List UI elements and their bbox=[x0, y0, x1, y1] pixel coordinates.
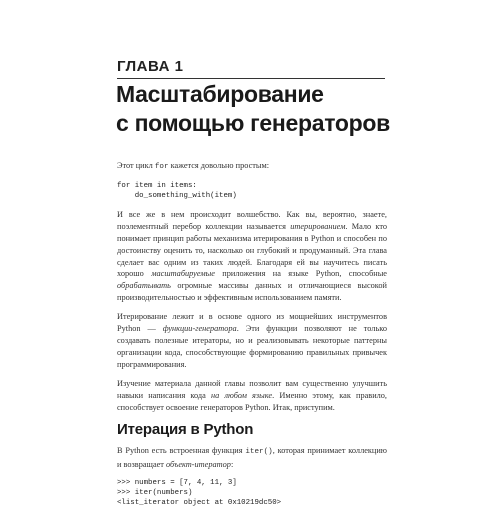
paragraph-iteration-magic bbox=[117, 209, 387, 304]
chapter-body bbox=[117, 160, 387, 516]
chapter-title-line-1: Масштабирование bbox=[116, 81, 324, 107]
para4-text-1: В Python есть встроенная функция bbox=[117, 446, 246, 456]
para1-text-3: приложения на языке Python, способные bbox=[214, 269, 387, 279]
paragraph-generator-functions bbox=[117, 311, 387, 371]
para4-text-3: : bbox=[230, 460, 234, 470]
paragraph-study-benefit bbox=[117, 378, 387, 414]
chapter-title bbox=[116, 80, 396, 138]
para1-text-2: . Мало кто понимает принцип работы механизма итерирования в Python и способен по достоинству оценить то, насколько он глубокий и продуманный. Эта глава сделает вас одним из таких людей. Благодаря ей вы научитесь писать хорошо bbox=[117, 221, 387, 279]
para4-text-2: , которая принимает коллекцию и возвращает bbox=[117, 446, 388, 470]
section-title-iteration: Итерация в Python bbox=[117, 421, 254, 439]
para1-emphasis-2: масштабируемые bbox=[151, 269, 215, 279]
chapter-label: ГЛАВА 1 bbox=[117, 58, 184, 75]
chapter-title-line-2: с помощью генераторов bbox=[116, 110, 391, 136]
para2-text-2: . Эти функции позволяют не только создавать полезные итераторы, но и реализовывать некоторые паттерны организации кода, способствующие формированию правильных привычек программирования. bbox=[117, 324, 387, 369]
para3-text-2: . Именно этому, как правило, способствует освоение генераторов Python. Итак, приступим. bbox=[117, 390, 387, 412]
code-block-iter-example: >>> numbers = [7, 4, 11, 3] >>> iter(numbers) <list_iterator object at 0x10219dc50> bbox=[117, 479, 282, 508]
para3-text-1: Изучение материала данной главы позволит вам существенно улучшить навыки написания кода bbox=[117, 378, 387, 400]
chapter-rule bbox=[117, 78, 385, 79]
intro-text-before: Этот цикл bbox=[117, 161, 155, 170]
inline-code-iter: iter() bbox=[245, 448, 273, 457]
para2-text-1: Итерирование лежит и в основе одного из мощнейших инструментов Python — bbox=[117, 312, 387, 334]
para3-emphasis-1: на любом языке bbox=[210, 390, 273, 400]
intro-paragraph bbox=[117, 160, 387, 174]
para1-text-4: огромные массивы данных и отличающиеся высокой производительностью и эффективным использованием памяти. bbox=[117, 281, 387, 303]
inline-code-for: for bbox=[154, 163, 169, 171]
para1-text-1: И все же в нем происходит волшебство. Как вы, вероятно, знаете, поэлементный перебор коллекции называется bbox=[117, 209, 387, 231]
para4-emphasis-1: объект-итератор bbox=[166, 460, 231, 470]
intro-text-after: кажется довольно простым: bbox=[168, 161, 270, 170]
paragraph-iter-function bbox=[117, 445, 387, 471]
para2-emphasis-1: функции-генератора bbox=[162, 324, 237, 334]
para1-emphasis-3: обрабатывать bbox=[117, 281, 171, 291]
code-block-loop: for item in items: do_something_with(item) bbox=[117, 181, 237, 200]
para1-emphasis-1: итерированием bbox=[290, 221, 346, 231]
